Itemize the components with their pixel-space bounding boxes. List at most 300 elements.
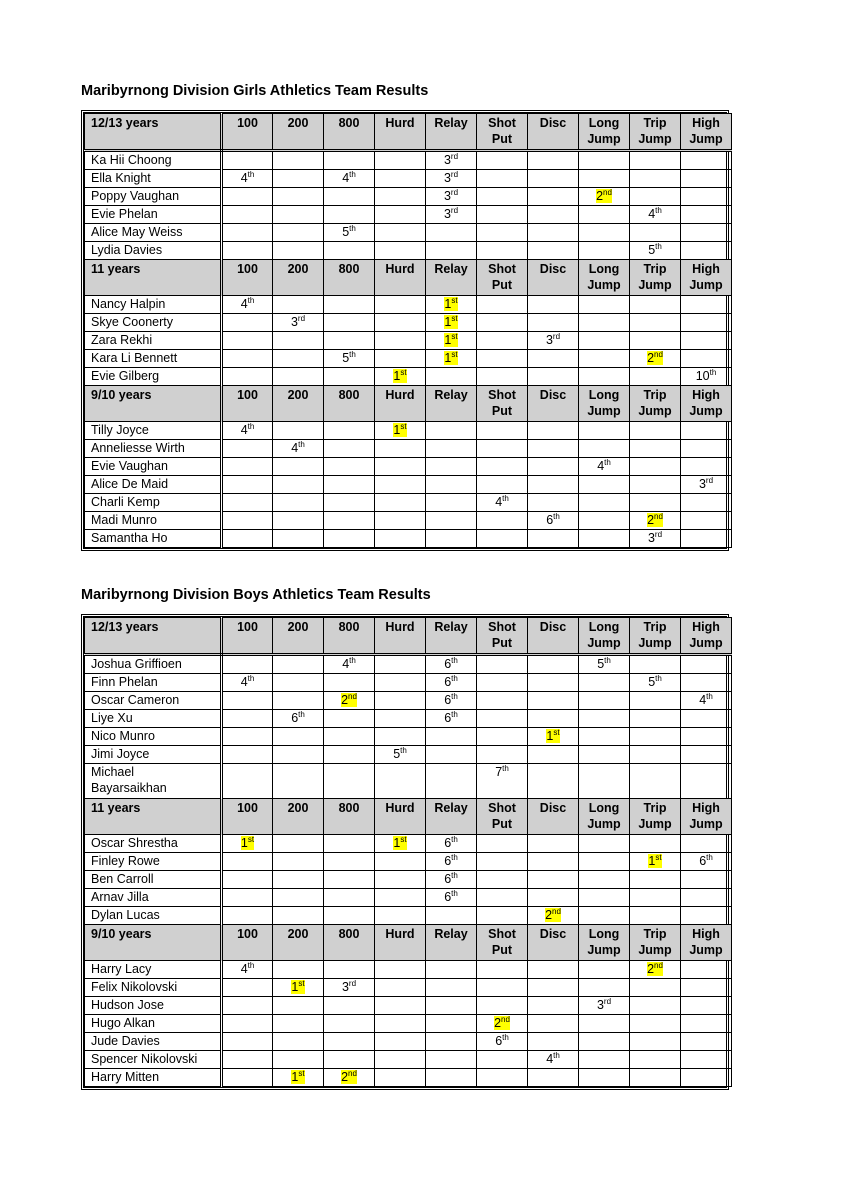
result-cell (324, 674, 375, 692)
event-column-header: High Jump (681, 114, 732, 151)
result-cell (477, 206, 528, 224)
result-cell (273, 422, 324, 440)
event-column-header: 800 (324, 260, 375, 296)
result-cell (528, 494, 579, 512)
result-cell (528, 997, 579, 1015)
athlete-name: Joshua Griffioen (85, 655, 222, 674)
result-cell (630, 710, 681, 728)
result-cell (375, 494, 426, 512)
result-cell (375, 871, 426, 889)
table-row (85, 889, 732, 907)
result-cell (426, 458, 477, 476)
result-cell (477, 368, 528, 386)
event-column-header: Long Jump (579, 925, 630, 961)
result-value: 4th (240, 961, 255, 976)
result-value: 6th (444, 692, 458, 707)
result-cell (426, 871, 477, 889)
result-cell (426, 728, 477, 746)
result-cell (630, 835, 681, 853)
result-value: 2nd (341, 1069, 357, 1084)
result-cell (528, 458, 579, 476)
result-cell (273, 242, 324, 260)
result-cell (375, 1033, 426, 1051)
result-value: 4th (342, 656, 356, 671)
result-value: 6th (291, 710, 305, 725)
result-cell (222, 728, 273, 746)
result-cell (579, 674, 630, 692)
result-cell (222, 835, 273, 853)
result-cell (477, 907, 528, 925)
result-cell (579, 692, 630, 710)
result-cell (426, 530, 477, 548)
result-cell (324, 889, 375, 907)
result-cell (528, 674, 579, 692)
result-cell (222, 296, 273, 314)
table-row (85, 422, 732, 440)
event-column-header: Hurd (375, 925, 426, 961)
result-cell (681, 746, 732, 764)
event-column-header: 100 (222, 114, 273, 151)
result-cell (579, 728, 630, 746)
result-cell (681, 512, 732, 530)
result-value: 3rd (443, 206, 459, 221)
result-cell (324, 242, 375, 260)
result-cell (579, 710, 630, 728)
result-cell (528, 907, 579, 925)
athlete-name: Finn Phelan (85, 674, 222, 692)
result-value: 6th (546, 512, 560, 527)
result-cell (477, 512, 528, 530)
result-value: 3rd (341, 979, 357, 994)
table-row (85, 746, 732, 764)
result-cell (630, 368, 681, 386)
result-cell (681, 151, 732, 170)
result-value: 1st (291, 1069, 305, 1084)
result-cell (273, 728, 324, 746)
result-cell (681, 871, 732, 889)
event-column-header: 200 (273, 925, 324, 961)
result-cell (630, 350, 681, 368)
event-column-header: 800 (324, 799, 375, 835)
result-cell (681, 494, 732, 512)
result-cell (222, 692, 273, 710)
age-group-label: 11 years (85, 260, 222, 296)
event-column-header: 200 (273, 386, 324, 422)
event-column-header: Trip Jump (630, 386, 681, 422)
age-group-label: 9/10 years (85, 925, 222, 961)
result-value: 2nd (341, 692, 357, 707)
result-cell (579, 332, 630, 350)
table-row (85, 1015, 732, 1033)
result-cell (426, 1015, 477, 1033)
result-cell (426, 206, 477, 224)
result-cell (630, 655, 681, 674)
result-cell (375, 368, 426, 386)
result-cell (630, 1069, 681, 1087)
athlete-name: Finley Rowe (85, 853, 222, 871)
result-value: 5th (597, 656, 611, 671)
result-cell (273, 350, 324, 368)
event-column-header: Relay (426, 799, 477, 835)
result-cell (681, 170, 732, 188)
table-row (85, 512, 732, 530)
result-cell (681, 1015, 732, 1033)
result-cell (477, 889, 528, 907)
result-cell (681, 368, 732, 386)
result-cell (375, 151, 426, 170)
result-cell (630, 728, 681, 746)
girls-age-group-header (85, 260, 732, 296)
result-cell (375, 907, 426, 925)
result-cell (273, 512, 324, 530)
result-value: 2nd (494, 1015, 510, 1030)
result-cell (681, 764, 732, 799)
result-value: 1st (393, 422, 407, 437)
girls-age-group-header (85, 386, 732, 422)
result-cell (375, 1015, 426, 1033)
result-cell (477, 296, 528, 314)
result-cell (273, 206, 324, 224)
result-cell (681, 979, 732, 997)
result-cell (222, 764, 273, 799)
event-column-header: Trip Jump (630, 260, 681, 296)
result-cell (681, 206, 732, 224)
result-cell (324, 530, 375, 548)
result-cell (222, 1051, 273, 1069)
result-cell (273, 188, 324, 206)
result-cell (324, 835, 375, 853)
result-cell (324, 746, 375, 764)
result-cell (426, 170, 477, 188)
result-cell (681, 224, 732, 242)
result-cell (477, 458, 528, 476)
result-cell (630, 979, 681, 997)
event-column-header: Relay (426, 925, 477, 961)
result-cell (681, 1069, 732, 1087)
event-column-header: 200 (273, 260, 324, 296)
result-cell (477, 674, 528, 692)
event-column-header: 100 (222, 925, 273, 961)
result-cell (222, 170, 273, 188)
result-cell (273, 871, 324, 889)
result-value: 4th (648, 206, 662, 221)
result-cell (528, 170, 579, 188)
result-cell (222, 710, 273, 728)
result-cell (273, 835, 324, 853)
result-cell (375, 530, 426, 548)
result-cell (579, 1015, 630, 1033)
result-cell (630, 458, 681, 476)
result-value: 4th (597, 458, 611, 473)
result-value: 4th (546, 1051, 560, 1066)
result-cell (426, 979, 477, 997)
result-cell (222, 674, 273, 692)
result-cell (375, 188, 426, 206)
table-row (85, 151, 732, 170)
athlete-name: Anneliesse Wirth (85, 440, 222, 458)
result-cell (324, 350, 375, 368)
table-row (85, 997, 732, 1015)
result-cell (324, 440, 375, 458)
result-value: 3rd (596, 997, 612, 1012)
table-row (85, 1069, 732, 1087)
result-cell (324, 1015, 375, 1033)
athlete-name: Lydia Davies (85, 242, 222, 260)
result-cell (528, 1069, 579, 1087)
result-cell (375, 746, 426, 764)
result-cell (681, 296, 732, 314)
result-cell (222, 889, 273, 907)
result-cell (681, 907, 732, 925)
athlete-name: Evie Vaughan (85, 458, 222, 476)
result-cell (426, 440, 477, 458)
result-cell (477, 655, 528, 674)
event-column-header: High Jump (681, 925, 732, 961)
athlete-name: Nancy Halpin (85, 296, 222, 314)
result-value: 1st (240, 835, 255, 850)
result-cell (630, 746, 681, 764)
result-cell (630, 997, 681, 1015)
result-cell (426, 314, 477, 332)
athlete-name: Harry Lacy (85, 961, 222, 979)
event-column-header: Disc (528, 260, 579, 296)
result-cell (477, 314, 528, 332)
result-cell (324, 907, 375, 925)
result-cell (681, 853, 732, 871)
result-cell (477, 853, 528, 871)
result-cell (477, 170, 528, 188)
result-cell (630, 1033, 681, 1051)
result-cell (630, 674, 681, 692)
result-cell (579, 1069, 630, 1087)
result-cell (477, 476, 528, 494)
result-cell (222, 494, 273, 512)
athlete-name: Dylan Lucas (85, 907, 222, 925)
result-cell (681, 350, 732, 368)
result-cell (477, 728, 528, 746)
result-cell (528, 512, 579, 530)
result-cell (324, 692, 375, 710)
result-cell (630, 242, 681, 260)
event-column-header: Disc (528, 618, 579, 655)
result-cell (375, 728, 426, 746)
result-cell (273, 1033, 324, 1051)
result-cell (273, 1015, 324, 1033)
result-cell (579, 476, 630, 494)
result-cell (375, 422, 426, 440)
result-cell (579, 871, 630, 889)
result-cell (528, 296, 579, 314)
result-cell (222, 1033, 273, 1051)
result-cell (477, 692, 528, 710)
result-cell (630, 476, 681, 494)
result-cell (324, 512, 375, 530)
result-cell (528, 242, 579, 260)
result-value: 2nd (647, 512, 663, 527)
girls-title: Maribyrnong Division Girls Athletics Team Results (81, 83, 429, 99)
result-cell (222, 224, 273, 242)
age-group-label: 11 years (85, 799, 222, 835)
result-cell (528, 889, 579, 907)
result-value: 1st (444, 314, 458, 329)
result-cell (579, 206, 630, 224)
table-row (85, 440, 732, 458)
event-column-header: Trip Jump (630, 114, 681, 151)
result-cell (426, 296, 477, 314)
event-column-header: Long Jump (579, 618, 630, 655)
result-value: 6th (444, 889, 458, 904)
result-cell (579, 889, 630, 907)
result-value: 2nd (545, 907, 561, 922)
result-cell (579, 1033, 630, 1051)
result-cell (375, 314, 426, 332)
result-cell (630, 188, 681, 206)
result-cell (324, 296, 375, 314)
result-cell (528, 1033, 579, 1051)
event-column-header: 100 (222, 799, 273, 835)
result-cell (681, 710, 732, 728)
event-column-header: Relay (426, 386, 477, 422)
result-cell (375, 997, 426, 1015)
result-cell (222, 907, 273, 925)
result-cell (528, 332, 579, 350)
result-cell (273, 368, 324, 386)
result-cell (273, 1069, 324, 1087)
girls-results-table (81, 110, 729, 551)
result-cell (375, 224, 426, 242)
result-cell (324, 170, 375, 188)
result-cell (222, 655, 273, 674)
result-cell (324, 853, 375, 871)
result-cell (630, 206, 681, 224)
event-column-header: Hurd (375, 799, 426, 835)
result-cell (426, 1051, 477, 1069)
result-value: 4th (342, 170, 356, 185)
boys-age-group-header (85, 925, 732, 961)
result-cell (375, 296, 426, 314)
result-cell (528, 692, 579, 710)
result-cell (324, 728, 375, 746)
table-row (85, 530, 732, 548)
result-cell (681, 440, 732, 458)
result-cell (222, 368, 273, 386)
result-cell (222, 332, 273, 350)
result-cell (273, 170, 324, 188)
result-cell (681, 1051, 732, 1069)
result-cell (528, 961, 579, 979)
result-cell (579, 1051, 630, 1069)
result-cell (222, 853, 273, 871)
table-row (85, 458, 732, 476)
result-cell (222, 1069, 273, 1087)
result-cell (375, 1069, 426, 1087)
result-cell (426, 1033, 477, 1051)
age-group-label: 12/13 years (85, 618, 222, 655)
result-cell (630, 961, 681, 979)
event-column-header: 100 (222, 386, 273, 422)
event-column-header: Disc (528, 925, 579, 961)
result-value: 5th (648, 674, 662, 689)
result-cell (528, 422, 579, 440)
result-cell (222, 871, 273, 889)
result-cell (324, 764, 375, 799)
table-row (85, 206, 732, 224)
result-cell (222, 440, 273, 458)
event-column-header: Hurd (375, 114, 426, 151)
result-cell (477, 1015, 528, 1033)
result-cell (375, 206, 426, 224)
result-cell (477, 979, 528, 997)
result-cell (477, 530, 528, 548)
result-value: 4th (699, 692, 713, 707)
event-column-header: Shot Put (477, 386, 528, 422)
table-row (85, 1033, 732, 1051)
event-column-header: 800 (324, 618, 375, 655)
athlete-name: Arnav Jilla (85, 889, 222, 907)
result-cell (324, 1069, 375, 1087)
event-column-header: Disc (528, 386, 579, 422)
result-cell (630, 494, 681, 512)
result-cell (579, 530, 630, 548)
result-cell (528, 224, 579, 242)
result-cell (579, 242, 630, 260)
athlete-name: Tilly Joyce (85, 422, 222, 440)
result-cell (375, 710, 426, 728)
result-cell (477, 764, 528, 799)
table-row (85, 655, 732, 674)
result-cell (324, 1033, 375, 1051)
result-value: 2nd (647, 961, 663, 976)
boys-age-group-header (85, 799, 732, 835)
athlete-name: Alice De Maid (85, 476, 222, 494)
athlete-name: Michael Bayarsaikhan (85, 764, 222, 799)
result-cell (630, 151, 681, 170)
result-cell (375, 655, 426, 674)
result-cell (273, 692, 324, 710)
result-cell (477, 1069, 528, 1087)
result-cell (477, 350, 528, 368)
result-cell (681, 728, 732, 746)
result-cell (375, 1051, 426, 1069)
table-row (85, 871, 732, 889)
event-column-header: Long Jump (579, 386, 630, 422)
table-row (85, 1051, 732, 1069)
athlete-name: Nico Munro (85, 728, 222, 746)
event-column-header: Shot Put (477, 799, 528, 835)
result-cell (324, 151, 375, 170)
event-column-header: Relay (426, 114, 477, 151)
result-cell (375, 674, 426, 692)
event-column-header: Long Jump (579, 799, 630, 835)
result-cell (579, 907, 630, 925)
event-column-header: Relay (426, 618, 477, 655)
event-column-header: 200 (273, 114, 324, 151)
result-cell (630, 314, 681, 332)
table-row (85, 853, 732, 871)
result-value: 4th (291, 440, 305, 455)
event-column-header: High Jump (681, 799, 732, 835)
result-cell (528, 728, 579, 746)
result-cell (681, 314, 732, 332)
table-row (85, 728, 732, 746)
result-cell (630, 422, 681, 440)
result-cell (579, 746, 630, 764)
result-cell (222, 458, 273, 476)
result-cell (477, 1051, 528, 1069)
event-column-header: Shot Put (477, 618, 528, 655)
table-row (85, 368, 732, 386)
event-column-header: 800 (324, 386, 375, 422)
